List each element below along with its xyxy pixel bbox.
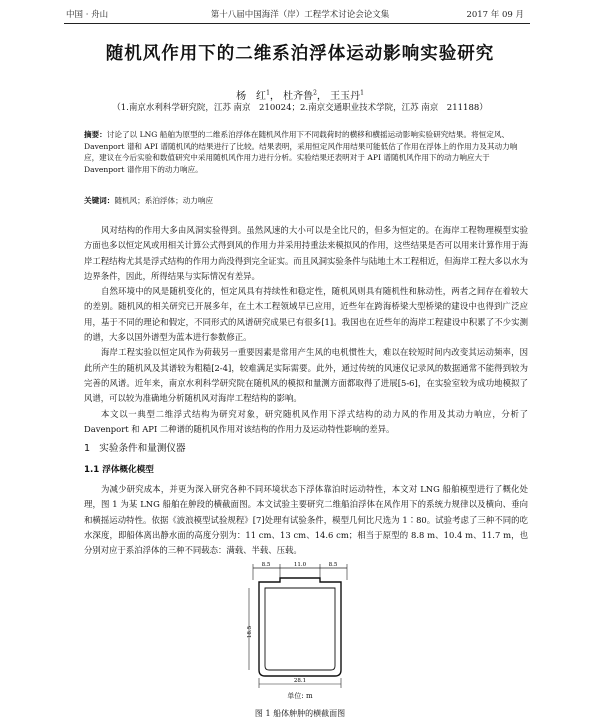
- header-proceedings: 第十八届中国海洋（岸）工程学术讨论会论文集: [210, 10, 390, 20]
- paper-title: 随机风作用下的二维系泊浮体运动影响实验研究: [105, 44, 495, 64]
- abstract-text: 讨论了以 LNG 船舶为原型的二维系泊浮体在随机风作用下不同载荷时的横移和横摇运动影响实验研究结果。将恒定风、Davenport 谱和 API 谱随机风的结果进行了比较。结果表明，采用恒定风作用结果可能低估了作用在浮体上的作用力及其动力响应，建议在今后实验和数值研究中采用随机风作用力进行分析。实验结果还表明对于 API 谱随机风作用下的动力响应大于 Davenport 谱作用下的动力响应。: [84, 130, 518, 174]
- affiliations: （1.南京水利科学研究院，江苏 南京 210024；2.南京交通职业技术学院，江苏 南京 211188）: [112, 103, 488, 113]
- author-list: 杨 红$^1$， 杜齐鲁$^2$， 王玉丹$^1$: [236, 89, 364, 102]
- subsection-title: 浮体概化模型: [102, 465, 154, 475]
- header-location: 中国 · 舟山: [66, 10, 109, 20]
- subsection-number: 1.1: [84, 465, 100, 475]
- keywords-label: 关键词：: [84, 196, 115, 205]
- keywords-text: 随机风；系泊浮体；动力响应: [114, 196, 214, 205]
- dim-side: 18.5: [247, 625, 253, 639]
- hull-outline: [259, 578, 341, 676]
- dim-top-right: 8.5: [328, 562, 338, 568]
- header-rule: [64, 23, 530, 24]
- author-affil-mark: 1: [360, 89, 364, 97]
- paragraph: 本文以一典型二维浮式结构为研究对象，研究随机风作用下浮式结构的动力风的作用及其动力响应，分析了 Davenport 和 API 二种谱的随机风作用对该结构的作用力及运动特性影响的差异。: [84, 408, 528, 434]
- introduction: [84, 223, 528, 437]
- paragraph: 自然环境中的风是随机变化的，恒定风具有持续性和稳定性，随机风则具有随机性和脉动性，两者之间存在着较大的差别。随机风的相关研究已开展多年，在土木工程领域早已应用，近些年在跨海桥梁大型桥梁的建设中也得到广泛应用，基于不同的理论和假定，不同形式的风谱研究成果已有很多[1]。我国也在近些年的海岸工程建设中积累了不少实测的谱，大多以国外谱型为蓝本进行参数修正。: [84, 286, 528, 343]
- hull-cross-section-figure: [245, 558, 355, 693]
- section-title: 实验条件和量测仪器: [99, 443, 186, 454]
- author-affil-mark: 1: [266, 89, 270, 97]
- author-name: 杨 红: [236, 91, 267, 102]
- dim-top-left: 8.5: [261, 562, 271, 568]
- author-name: 杜齐鲁: [283, 91, 314, 102]
- subsection-body: [84, 482, 528, 558]
- subsection-heading: [84, 463, 154, 475]
- figure-caption: 图 1 船体舯肿的横截面图: [254, 709, 346, 718]
- dim-bottom: 28.1: [293, 678, 307, 684]
- figure-unit: 单位: m: [287, 692, 313, 700]
- section-heading: [84, 440, 186, 454]
- abstract-label: 摘要：: [84, 130, 107, 139]
- paragraph: 海岸工程实验以恒定风作为荷载另一重要因素是常用产生风的电机惯性大，难以在较短时间内改变其运动频率，因此所产生的随机风及其谱较为粗糙[2-4]，较难满足实际需要。此外，通过传统的风速仪记录风的数据通常不能得到较为完善的风谱。近年来，南京水利科学研究院在随机风的模拟和量测方面都取得了进展[5-6]，在实验室较为成功地模拟了风谱，可以较为准确地分析随机风对海岸工程结构的影响。: [84, 347, 528, 404]
- author-name: 王玉丹: [330, 91, 361, 102]
- author-affil-mark: 2: [313, 89, 317, 97]
- header-date: 2017 年 09 月: [466, 10, 524, 20]
- paragraph: 为减少研究成本，并更为深入研究各种不同环境状态下浮体靠泊时运动特性，本文对 LNG 船舶模型进行了概化处理，图 1 为某 LNG 船舶在舯段的横截面图。本文试验主要研究二维船泊浮体在风作用下的系统力规律以及横向、垂向和横摇运动特性。依据《波浪模型试验规程》[7]处理有试验条件，模型几何比尺选为 1∶80。试验考虑了三种不同的吃水深度，即船体离出静水面的高度分别为：11 cm、13 cm、14.6 cm；相当于原型的 8.8 m、10.4 m、11.7 m，也分别对应于系泊浮体的三种不同载态：满载、半载、压载。: [84, 484, 528, 556]
- paragraph: 风对结构的作用大多由风洞实验得到。虽然风速的大小可以是全比尺的，但多为恒定的。在海岸工程物理模型实验方面也多以恒定风或用相关计算公式得到风的作用力并采用持重法来模拟风的作用，这些结果是否可以用来计算作用于海岸工程结构尤其是浮式结构的作用力尚没得到完全证实。而且风洞实验条件与陆地土木工程相近，但海岸工程大多以水为边界条件，因此，所得结果与实际情况有差异。: [84, 225, 528, 281]
- section-number: 1: [84, 443, 91, 454]
- keywords: [84, 195, 524, 206]
- abstract: [84, 129, 524, 175]
- dim-top-center: 11.0: [293, 562, 307, 568]
- hull-inner-outline: [265, 588, 335, 670]
